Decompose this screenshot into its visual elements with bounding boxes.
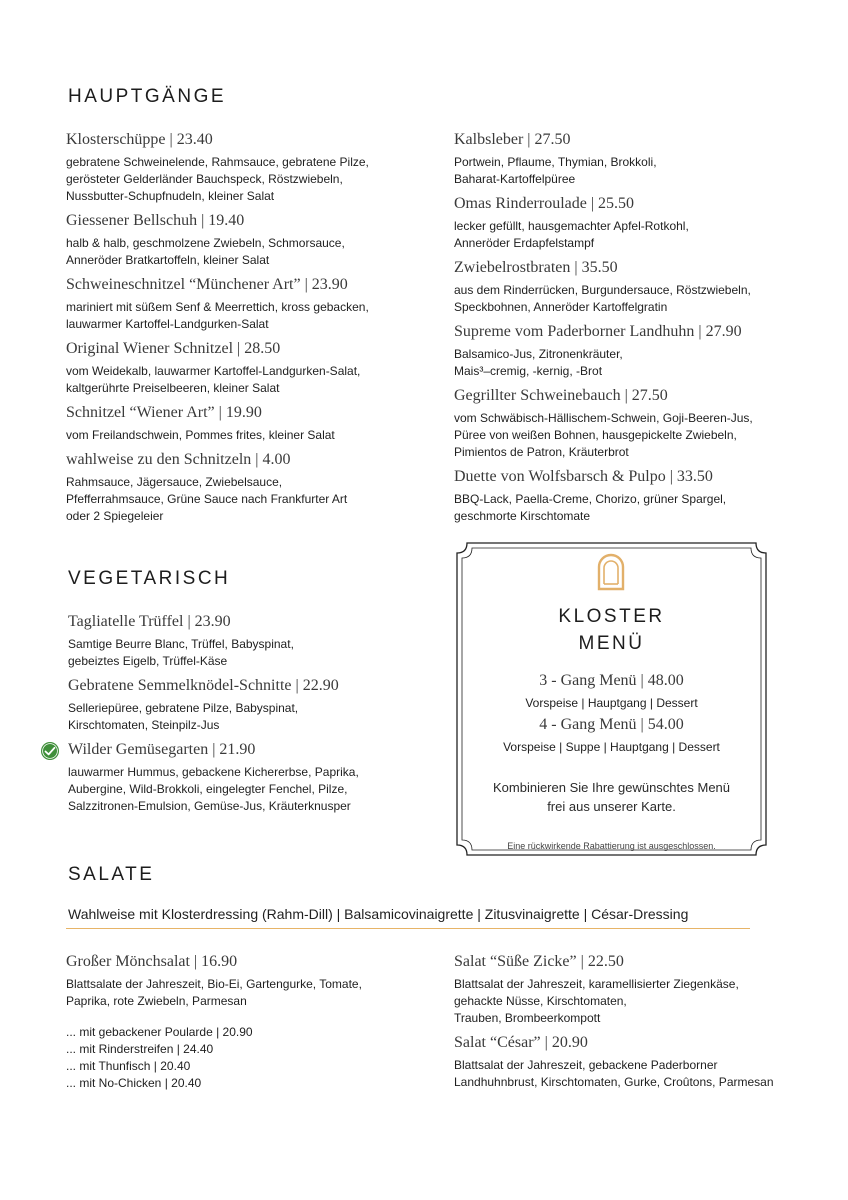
desc-line: vom Schwäbisch-Hällischem-Schwein, Goji-Beeren-Jus, <box>454 411 753 425</box>
desc-line: Speckbohnen, Anneröder Kartoffelgratin <box>454 300 668 314</box>
desc-line: Paprika, rote Zwiebeln, Parmesan <box>66 994 247 1008</box>
desc-line: oder 2 Spiegeleier <box>66 509 164 523</box>
dish-description <box>66 154 426 205</box>
dish-name: Schnitzel “Wiener Art” | 19.90 <box>66 404 262 421</box>
addon-item: ... mit Thunfisch | 20.40 <box>66 1059 191 1073</box>
divider <box>66 928 750 929</box>
desc-line: aus dem Rinderrücken, Burgundersauce, Röstzwiebeln, <box>454 283 751 297</box>
dish-description <box>68 636 428 670</box>
salate-left-column <box>66 950 426 1092</box>
menu-item <box>68 610 428 670</box>
desc-line: Mais³–cremig, -kernig, -Brot <box>454 364 603 378</box>
dish-name: Salat “César” | 20.90 <box>454 1034 588 1051</box>
desc-line: gehackte Nüsse, Kirschtomaten, <box>454 994 627 1008</box>
dish-description <box>66 363 426 397</box>
menu-item <box>454 384 794 461</box>
section-title-salate: SALATE <box>68 864 155 885</box>
menu-note <box>473 778 750 816</box>
menu-item <box>68 674 428 734</box>
dish-name: Schweineschnitzel “Münchener Art” | 23.90 <box>66 276 348 293</box>
menu-item <box>66 337 426 397</box>
desc-line: Pfefferrahmsauce, Grüne Sauce nach Frankfurter Art <box>66 492 348 506</box>
menu-item <box>66 448 426 525</box>
dish-description <box>454 282 794 316</box>
desc-line: Aubergine, Wild-Brokkoli, eingelegter Fenchel, Pilze, <box>68 782 348 796</box>
desc-line: Pimientos de Patron, Kräuterbrot <box>454 445 629 459</box>
menu-item <box>66 128 426 205</box>
dish-name: Wilder Gemüsegarten | 21.90 <box>68 741 256 758</box>
dish-name: Zwiebelrostbraten | 35.50 <box>454 259 618 276</box>
dish-name: Original Wiener Schnitzel | 28.50 <box>66 340 281 357</box>
desc-line: Püree von weißen Bohnen, hausgepickelte Zwiebeln, <box>454 428 737 442</box>
desc-line: lecker gefüllt, hausgemachter Apfel-Rotkohl, <box>454 219 689 233</box>
desc-line: Blattsalat der Jahreszeit, gebackene Paderborner <box>454 1058 718 1072</box>
menu-item <box>454 320 794 380</box>
section-title-vegetarisch: VEGETARISCH <box>68 568 231 589</box>
desc-line: Blattsalat der Jahreszeit, karamellisierter Ziegenkäse, <box>454 977 739 991</box>
dish-description <box>454 410 794 461</box>
dish-description <box>66 235 426 269</box>
dish-description <box>68 700 428 734</box>
dish-name: Giessener Bellschuh | 19.40 <box>66 212 245 229</box>
menu-box-title-line2: MENÜ <box>578 633 645 654</box>
course-3-description: Vorspeise | Hauptgang | Dessert <box>525 696 698 710</box>
dish-description <box>66 299 426 333</box>
addon-item: ... mit Rinderstreifen | 24.40 <box>66 1042 214 1056</box>
dish-description <box>454 154 794 188</box>
menu-item <box>68 738 428 815</box>
dish-name: Gebratene Semmelknödel-Schnitte | 22.90 <box>68 677 339 694</box>
note-line: Kombinieren Sie Ihre gewünschtes Menü <box>492 780 731 795</box>
desc-line: Landhuhnbrust, Kirschtomaten, Gurke, Croûtons, Parmesan <box>454 1075 774 1089</box>
dish-name: wahlweise zu den Schnitzeln | 4.00 <box>66 451 291 468</box>
menu-item <box>66 273 426 333</box>
section-title-hauptgaenge: HAUPTGÄNGE <box>68 86 227 107</box>
dish-description <box>66 976 426 1010</box>
salate-right-column <box>454 950 799 1095</box>
course-4-description: Vorspeise | Suppe | Hauptgang | Dessert <box>503 740 720 754</box>
dish-name: Großer Mönchsalat | 16.90 <box>66 953 238 970</box>
desc-line: Portwein, Pflaume, Thymian, Brokkoli, <box>454 155 657 169</box>
desc-line: BBQ-Lack, Paella-Creme, Chorizo, grüner Spargel, <box>454 492 727 506</box>
desc-line: gebratene Schweinelende, Rahmsauce, gebratene Pilze, <box>66 155 369 169</box>
dish-description <box>454 976 799 1027</box>
menu-item <box>454 950 799 1027</box>
desc-line: Selleriepüree, gebratene Pilze, Babyspinat, <box>68 701 299 715</box>
desc-line: Balsamico-Jus, Zitronenkräuter, <box>454 347 623 361</box>
vegetarisch-column <box>68 610 428 819</box>
desc-line: kaltgerührte Preiselbeeren, kleiner Salat <box>66 381 280 395</box>
desc-line: Rahmsauce, Jägersauce, Zwiebelsauce, <box>66 475 283 489</box>
dish-name: Kalbsleber | 27.50 <box>454 131 571 148</box>
menu-item <box>66 401 426 444</box>
desc-line: Blattsalate der Jahreszeit, Bio-Ei, Gartengurke, Tomate, <box>66 977 362 991</box>
salad-addons <box>66 1024 426 1092</box>
desc-line: Baharat-Kartoffelpüree <box>454 172 576 186</box>
desc-line: Salzzitronen-Emulsion, Gemüse-Jus, Kräuterknusper <box>68 799 351 813</box>
dish-name: Supreme vom Paderborner Landhuhn | 27.90 <box>454 323 742 340</box>
desc-line: geschmorte Kirschtomate <box>454 509 591 523</box>
hauptgaenge-right-column <box>454 128 794 529</box>
desc-line: Samtige Beurre Blanc, Trüffel, Babyspinat, <box>68 637 294 651</box>
desc-line: gerösteter Gelderländer Bauchspeck, Röstzwiebeln, <box>66 172 343 186</box>
desc-line: Anneröder Erdapfelstampf <box>454 236 595 250</box>
dish-name: Klosterschüppe | 23.40 <box>66 131 213 148</box>
desc-line: mariniert mit süßem Senf & Meerrettich, kross gebacken, <box>66 300 369 314</box>
dish-description <box>66 474 426 525</box>
desc-line: halb & halb, geschmolzene Zwiebeln, Schmorsauce, <box>66 236 345 250</box>
menu-item <box>66 950 426 1010</box>
dish-description <box>454 218 794 252</box>
course-4-label: 4 - Gang Menü | 54.00 <box>539 716 684 733</box>
menu-item <box>454 256 794 316</box>
menu-item <box>66 209 426 269</box>
desc-line: vom Freilandschwein, Pommes frites, kleiner Salat <box>66 428 335 442</box>
hauptgaenge-left-column <box>66 128 426 529</box>
menu-item <box>454 1031 799 1091</box>
kloster-menu-box <box>453 539 770 859</box>
addon-item: ... mit No-Chicken | 20.40 <box>66 1076 202 1090</box>
menu-item <box>454 128 794 188</box>
menu-box-title-line1: KLOSTER <box>558 606 665 627</box>
dressing-options: Wahlweise mit Klosterdressing (Rahm-Dill) | Balsamicovinaigrette | Zitusvinaigrette | César-Dressing <box>68 906 689 922</box>
note-line: frei aus unserer Karte. <box>547 799 676 814</box>
dish-name: Salat “Süße Zicke” | 22.50 <box>454 953 624 970</box>
desc-line: Kirschtomaten, Steinpilz-Jus <box>68 718 220 732</box>
desc-line: lauwarmer Kartoffel-Landgurken-Salat <box>66 317 269 331</box>
dish-description <box>454 1057 799 1091</box>
desc-line: Nussbutter-Schupfnudeln, kleiner Salat <box>66 189 275 203</box>
kloster-logo-icon <box>593 551 629 591</box>
dish-name: Omas Rinderroulade | 25.50 <box>454 195 635 212</box>
addon-item: ... mit gebackener Poularde | 20.90 <box>66 1025 253 1039</box>
course-3-label: 3 - Gang Menü | 48.00 <box>539 672 684 689</box>
dish-description <box>454 346 794 380</box>
dish-description <box>66 427 426 444</box>
vegan-leaf-icon <box>40 741 60 761</box>
desc-line: vom Weidekalb, lauwarmer Kartoffel-Landgurken-Salat, <box>66 364 361 378</box>
desc-line: Trauben, Brombeerkompott <box>454 1011 601 1025</box>
desc-line: lauwarmer Hummus, gebackene Kichererbse, Paprika, <box>68 765 359 779</box>
desc-line: Anneröder Bratkartoffeln, kleiner Salat <box>66 253 270 267</box>
dish-description <box>454 491 794 525</box>
dish-description <box>68 764 428 815</box>
fine-print: Eine rückwirkende Rabattierung ist ausgeschlossen. <box>507 841 716 851</box>
dish-name: Duette von Wolfsbarsch & Pulpo | 33.50 <box>454 468 713 485</box>
dish-name: Gegrillter Schweinebauch | 27.50 <box>454 387 668 404</box>
dish-name: Tagliatelle Trüffel | 23.90 <box>68 613 231 630</box>
menu-item <box>454 465 794 525</box>
menu-item <box>454 192 794 252</box>
desc-line: gebeiztes Eigelb, Trüffel-Käse <box>68 654 228 668</box>
